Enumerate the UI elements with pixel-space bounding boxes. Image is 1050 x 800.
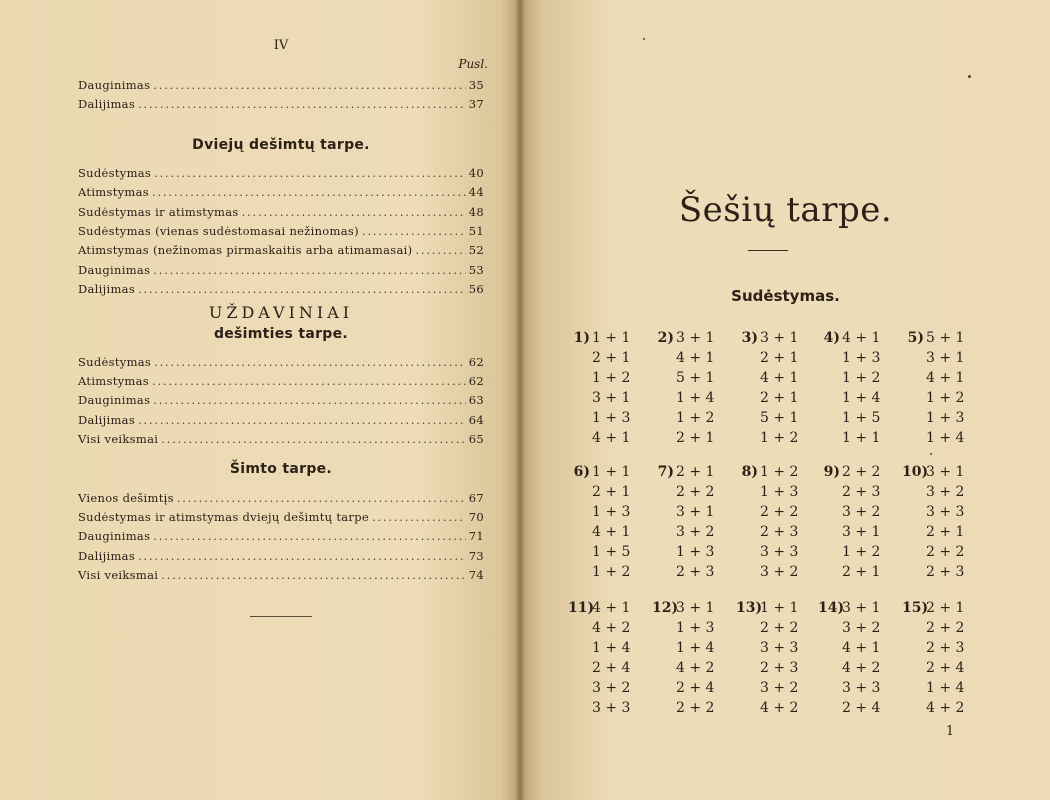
equation: 3 + 2: [760, 564, 799, 580]
toc-label: Dalijimas: [78, 281, 136, 296]
addition-problem: [818, 600, 900, 730]
toc-row: [78, 282, 484, 298]
addition-problem: [902, 464, 984, 594]
toc-page-number: 67: [468, 491, 484, 505]
title-rule: [748, 250, 788, 251]
toc-row: [78, 243, 484, 259]
equation: 4 + 1: [592, 524, 631, 540]
toc-page-number: 48: [468, 204, 484, 219]
equation: 5 + 1: [760, 410, 799, 426]
equation: 1 + 3: [676, 544, 715, 560]
equation: 1 + 5: [592, 544, 631, 560]
paper-speck: [643, 38, 645, 40]
equation: 4 + 2: [760, 700, 799, 716]
toc-row: [78, 568, 484, 584]
equation: 1 + 1: [592, 464, 631, 480]
addition-problem: [568, 600, 650, 730]
problem-number: 6): [573, 464, 590, 480]
equation: 3 + 3: [592, 700, 631, 716]
equation: 2 + 2: [760, 504, 799, 520]
addition-problem: [902, 600, 984, 730]
toc-row: [78, 393, 484, 409]
equation: 1 + 4: [592, 640, 631, 656]
equation: 3 + 3: [760, 544, 799, 560]
addition-problem: [902, 330, 984, 460]
equation: 3 + 1: [926, 350, 965, 366]
equation: 2 + 2: [760, 620, 799, 636]
toc-row: [78, 529, 484, 545]
toc-leader-dots: [154, 355, 466, 369]
equation: 2 + 4: [926, 660, 965, 676]
toc-page-number: 74: [468, 567, 484, 582]
equation: 3 + 1: [842, 524, 881, 540]
addition-problem: [818, 330, 900, 460]
equation: 2 + 4: [592, 660, 631, 676]
equation: 1 + 2: [760, 464, 799, 480]
equation: 3 + 1: [760, 330, 799, 346]
equation: 3 + 1: [926, 464, 965, 480]
toc-page-number: 65: [468, 431, 484, 446]
paper-speck: [930, 453, 932, 455]
toc-page-number: 73: [468, 548, 484, 563]
equation: 1 + 2: [842, 544, 881, 560]
toc-page-number: 40: [468, 166, 484, 180]
equation: 1 + 3: [760, 484, 799, 500]
addition-problem: [652, 464, 734, 594]
page-subtitle: Sudėstymas.: [731, 287, 840, 305]
equation: 2 + 4: [842, 700, 881, 716]
equation: 4 + 1: [676, 350, 715, 366]
problem-number: 13): [736, 600, 763, 616]
equation: 1 + 1: [760, 600, 799, 616]
toc-page-number: 62: [468, 374, 484, 389]
equation: 2 + 2: [676, 700, 715, 716]
equation: 1 + 2: [926, 390, 965, 406]
equation: 3 + 1: [592, 390, 631, 406]
equation: 2 + 2: [842, 464, 881, 480]
pusl-label: Pusl.: [458, 57, 488, 71]
equation: 2 + 1: [676, 430, 715, 446]
problem-number: 3): [741, 330, 758, 346]
toc-row: [78, 78, 484, 94]
toc-leader-dots: [372, 510, 466, 524]
toc-label: Sudėstymas: [78, 355, 152, 369]
toc-leader-dots: [177, 491, 466, 505]
toc-row: [78, 510, 484, 526]
toc-page-number: 53: [468, 262, 484, 277]
equation: 1 + 4: [926, 680, 965, 696]
toc-label: Sudėstymas ir atimstymas dviejų dešimtų tarpe: [78, 510, 369, 525]
equation: 2 + 1: [760, 350, 799, 366]
problem-number: 1): [573, 330, 590, 346]
equation: 3 + 2: [842, 620, 881, 636]
equation: 2 + 1: [760, 390, 799, 406]
toc-row: [78, 166, 484, 182]
addition-problem: [736, 464, 818, 594]
section-heading-simto: Šimto tarpe.: [229, 461, 333, 477]
equation: 1 + 2: [842, 370, 881, 386]
right-page-number: 1: [945, 724, 955, 739]
problem-number: 4): [823, 330, 840, 346]
equation: 5 + 1: [676, 370, 715, 386]
equation: 2 + 1: [676, 464, 715, 480]
toc-label: Dauginimas: [78, 529, 151, 544]
toc-leader-dots: [415, 243, 465, 257]
toc-row: [78, 355, 484, 371]
equation: 4 + 2: [926, 700, 965, 716]
toc-row: [78, 224, 484, 240]
toc-label: Dalijimas: [78, 548, 136, 563]
equation: 4 + 2: [592, 620, 631, 636]
equation: 3 + 2: [592, 680, 631, 696]
addition-problem: [736, 330, 818, 460]
problem-number: 15): [902, 600, 929, 616]
equation: 4 + 1: [926, 370, 965, 386]
toc-row: [78, 263, 484, 279]
toc-label: Sudėstymas: [78, 166, 152, 180]
equation: 1 + 2: [592, 370, 631, 386]
equation: 2 + 1: [592, 484, 631, 500]
equation: 2 + 2: [926, 620, 965, 636]
toc-leader-dots: [154, 166, 466, 180]
equation: 4 + 1: [760, 370, 799, 386]
equation: 2 + 1: [926, 524, 965, 540]
equation: 4 + 2: [842, 660, 881, 676]
toc-label: Visi veiksmai: [78, 567, 159, 582]
toc-leader-dots: [138, 97, 466, 111]
toc-row: [78, 185, 484, 201]
equation: 1 + 4: [926, 430, 965, 446]
equation: 3 + 2: [760, 680, 799, 696]
addition-problem: [652, 600, 734, 730]
toc-leader-dots: [161, 432, 466, 446]
equation: 4 + 1: [592, 600, 631, 616]
toc-label: Dauginimas: [78, 262, 151, 277]
toc-leader-dots: [152, 374, 466, 388]
toc-page-number: 56: [468, 281, 484, 296]
equation: 4 + 1: [842, 640, 881, 656]
problem-number: 9): [823, 464, 840, 480]
toc-leader-dots: [153, 78, 465, 92]
equation: 2 + 3: [760, 660, 799, 676]
equation: 3 + 1: [676, 504, 715, 520]
toc-page-number: 63: [468, 393, 484, 408]
equation: 2 + 2: [676, 484, 715, 500]
toc-row: [78, 549, 484, 565]
toc-row: [78, 205, 484, 221]
equation: 3 + 2: [676, 524, 715, 540]
toc-row: [78, 97, 484, 113]
equation: 3 + 1: [676, 330, 715, 346]
toc-leader-dots: [153, 529, 465, 543]
toc-label: Dalijimas: [78, 97, 136, 111]
equation: 1 + 5: [842, 410, 881, 426]
toc-leader-dots: [242, 205, 466, 219]
toc-label: Sudėstymas ir atimstymas: [78, 204, 239, 219]
equation: 1 + 3: [592, 504, 631, 520]
equation: 2 + 3: [842, 484, 881, 500]
toc-page-number: 71: [468, 529, 484, 544]
equation: 4 + 1: [842, 330, 881, 346]
equation: 3 + 2: [926, 484, 965, 500]
toc-leader-dots: [153, 393, 465, 407]
toc-page-number: 64: [468, 412, 484, 427]
toc-label: Dauginimas: [78, 78, 151, 92]
toc-label: Dalijimas: [78, 412, 136, 427]
toc-row: [78, 432, 484, 448]
problem-number: 5): [907, 330, 924, 346]
equation: 2 + 3: [760, 524, 799, 540]
equation: 2 + 3: [926, 564, 965, 580]
equation: 2 + 1: [926, 600, 965, 616]
problem-number: 7): [657, 464, 674, 480]
problem-number: 11): [568, 600, 595, 616]
equation: 1 + 2: [760, 430, 799, 446]
section-heading-uzdaviniai: UŽDAVINIAI: [208, 303, 354, 322]
toc-page-number: 52: [468, 243, 484, 258]
paper-speck: [968, 75, 971, 78]
toc-leader-dots: [362, 224, 466, 238]
problem-number: 12): [652, 600, 679, 616]
toc-page-number: 62: [468, 355, 484, 369]
toc-label: Dauginimas: [78, 393, 151, 408]
addition-problem: [568, 330, 650, 460]
left-page-number: IV: [273, 38, 289, 53]
equation: 3 + 3: [760, 640, 799, 656]
addition-problem: [736, 600, 818, 730]
end-rule: [250, 616, 312, 617]
equation: 1 + 3: [676, 620, 715, 636]
toc-page-number: 35: [468, 78, 484, 92]
equation: 1 + 1: [592, 330, 631, 346]
toc-leader-dots: [161, 568, 466, 582]
equation: 3 + 3: [842, 680, 881, 696]
equation: 2 + 3: [926, 640, 965, 656]
equation: 1 + 2: [592, 564, 631, 580]
equation: 3 + 2: [842, 504, 881, 520]
problem-number: 10): [902, 464, 929, 480]
equation: 3 + 1: [842, 600, 881, 616]
addition-problem: [568, 464, 650, 594]
toc-page-number: 37: [468, 97, 484, 111]
toc-label: Visi veiksmai: [78, 431, 159, 446]
toc-label: Atimstymas (nežinomas pirmaskaitis arba atimamasai): [78, 243, 413, 258]
equation: 4 + 1: [592, 430, 631, 446]
problem-number: 8): [741, 464, 758, 480]
equation: 2 + 1: [842, 564, 881, 580]
toc-leader-dots: [138, 549, 466, 563]
toc-leader-dots: [153, 263, 465, 277]
toc-page-number: 51: [468, 223, 484, 238]
page-title: Šešių tarpe.: [678, 190, 893, 230]
equation: 3 + 1: [676, 600, 715, 616]
equation: 2 + 3: [676, 564, 715, 580]
toc-leader-dots: [138, 413, 466, 427]
addition-problem: [818, 464, 900, 594]
equation: 1 + 3: [592, 410, 631, 426]
toc-leader-dots: [152, 185, 466, 199]
book-gutter: [515, 0, 525, 800]
equation: 1 + 2: [676, 410, 715, 426]
problem-number: 14): [818, 600, 845, 616]
section-heading-dvieju: Dviejų dešimtų tarpe.: [192, 137, 370, 153]
section-heading-desimties: dešimties tarpe.: [213, 326, 349, 342]
equation: 1 + 1: [842, 430, 881, 446]
toc-page-number: 70: [468, 510, 484, 525]
toc-page-number: 44: [468, 185, 484, 200]
equation: 1 + 3: [926, 410, 965, 426]
equation: 2 + 4: [676, 680, 715, 696]
equation: 3 + 3: [926, 504, 965, 520]
problem-number: 2): [657, 330, 674, 346]
toc-row: [78, 491, 484, 507]
equation: 2 + 2: [926, 544, 965, 560]
toc-row: [78, 374, 484, 390]
toc-label: Atimstymas: [78, 185, 149, 200]
equation: 1 + 4: [842, 390, 881, 406]
toc-leader-dots: [138, 282, 466, 296]
addition-problem: [652, 330, 734, 460]
equation: 1 + 4: [676, 390, 715, 406]
equation: 1 + 4: [676, 640, 715, 656]
equation: 1 + 3: [842, 350, 881, 366]
toc-label: Atimstymas: [78, 374, 149, 389]
toc-row: [78, 413, 484, 429]
equation: 5 + 1: [926, 330, 965, 346]
equation: 4 + 2: [676, 660, 715, 676]
toc-label: Sudėstymas (vienas sudėstomasai nežinomas): [78, 223, 359, 238]
equation: 2 + 1: [592, 350, 631, 366]
toc-label: Vienos dešimtįs: [78, 491, 174, 505]
